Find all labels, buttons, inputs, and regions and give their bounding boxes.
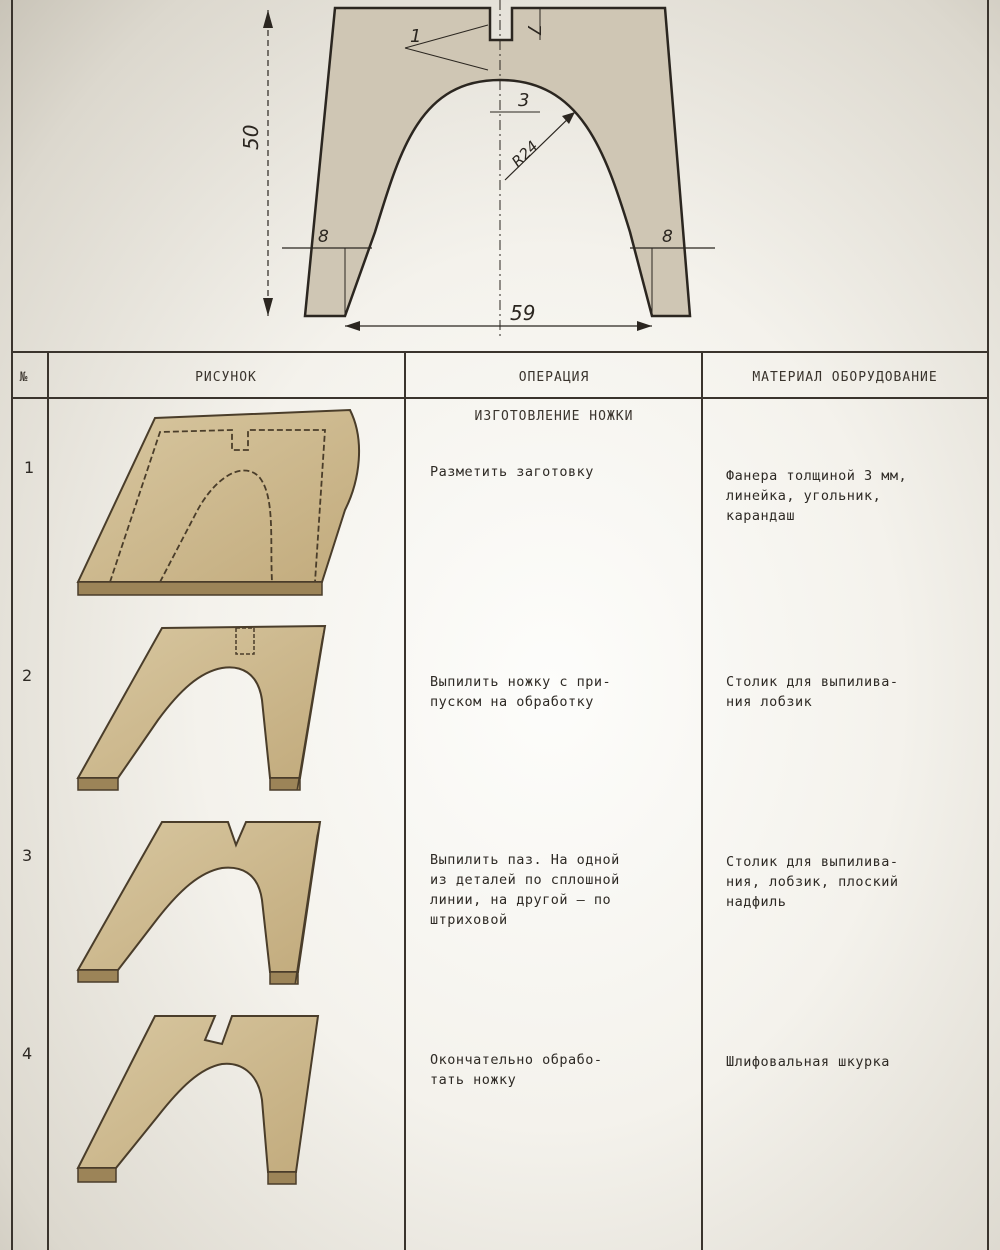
section-title: ИЗГОТОВЛЕНИЕ НОЖКИ [474,409,634,424]
callout-label: 1 [410,26,422,47]
row-3-material: Столик для выпилива- ния, лобзик, плоский надфиль [726,854,899,910]
row-3-num: 3 [22,846,33,865]
header-operation: ОПЕРАЦИЯ [518,370,590,385]
row-2-operation: Выпилить ножку с при- пуском на обработку [430,674,612,710]
row-4-num: 4 [22,1044,33,1063]
step4-illustration [78,1016,318,1184]
row-4-material: Шлифовальная шкурка [726,1054,890,1070]
width-dim-label: 59 [510,301,536,325]
header-material: МАТЕРИАЛ ОБОРУДОВАНИЕ [752,370,938,385]
step3-illustration [78,822,320,984]
row-1-num: 1 [24,458,35,477]
slot-depth-label: 7 [523,24,544,36]
leg-blueprint [239,0,715,340]
row-2-num: 2 [22,666,33,685]
row-1-material: Фанера толщиной 3 мм, линейка, угольник, карандаш [726,468,908,524]
radius-dim-label: R24 [508,137,542,171]
row-1-operation: Разметить заготовку [430,464,594,480]
row-4-operation: Окончательно обрабо- тать ножку [430,1052,603,1088]
height-dim-label: 50 [239,124,263,150]
header-picture: РИСУНОК [195,370,257,385]
slot-width-label: 3 [518,90,530,111]
step2-illustration [78,626,325,790]
row-3-operation: Выпилить паз. На одной из деталей по сплошной линии, на другой – по штриховой [430,852,620,928]
row-2-material: Столик для выпилива- ния лобзик [726,674,899,710]
step1-illustration [78,410,359,595]
right-leg-dim-label: 8 [662,227,673,247]
header-num: № [19,370,29,385]
leg-outline [305,8,690,316]
left-leg-dim-label: 8 [318,227,329,247]
radius-leader [505,112,575,180]
